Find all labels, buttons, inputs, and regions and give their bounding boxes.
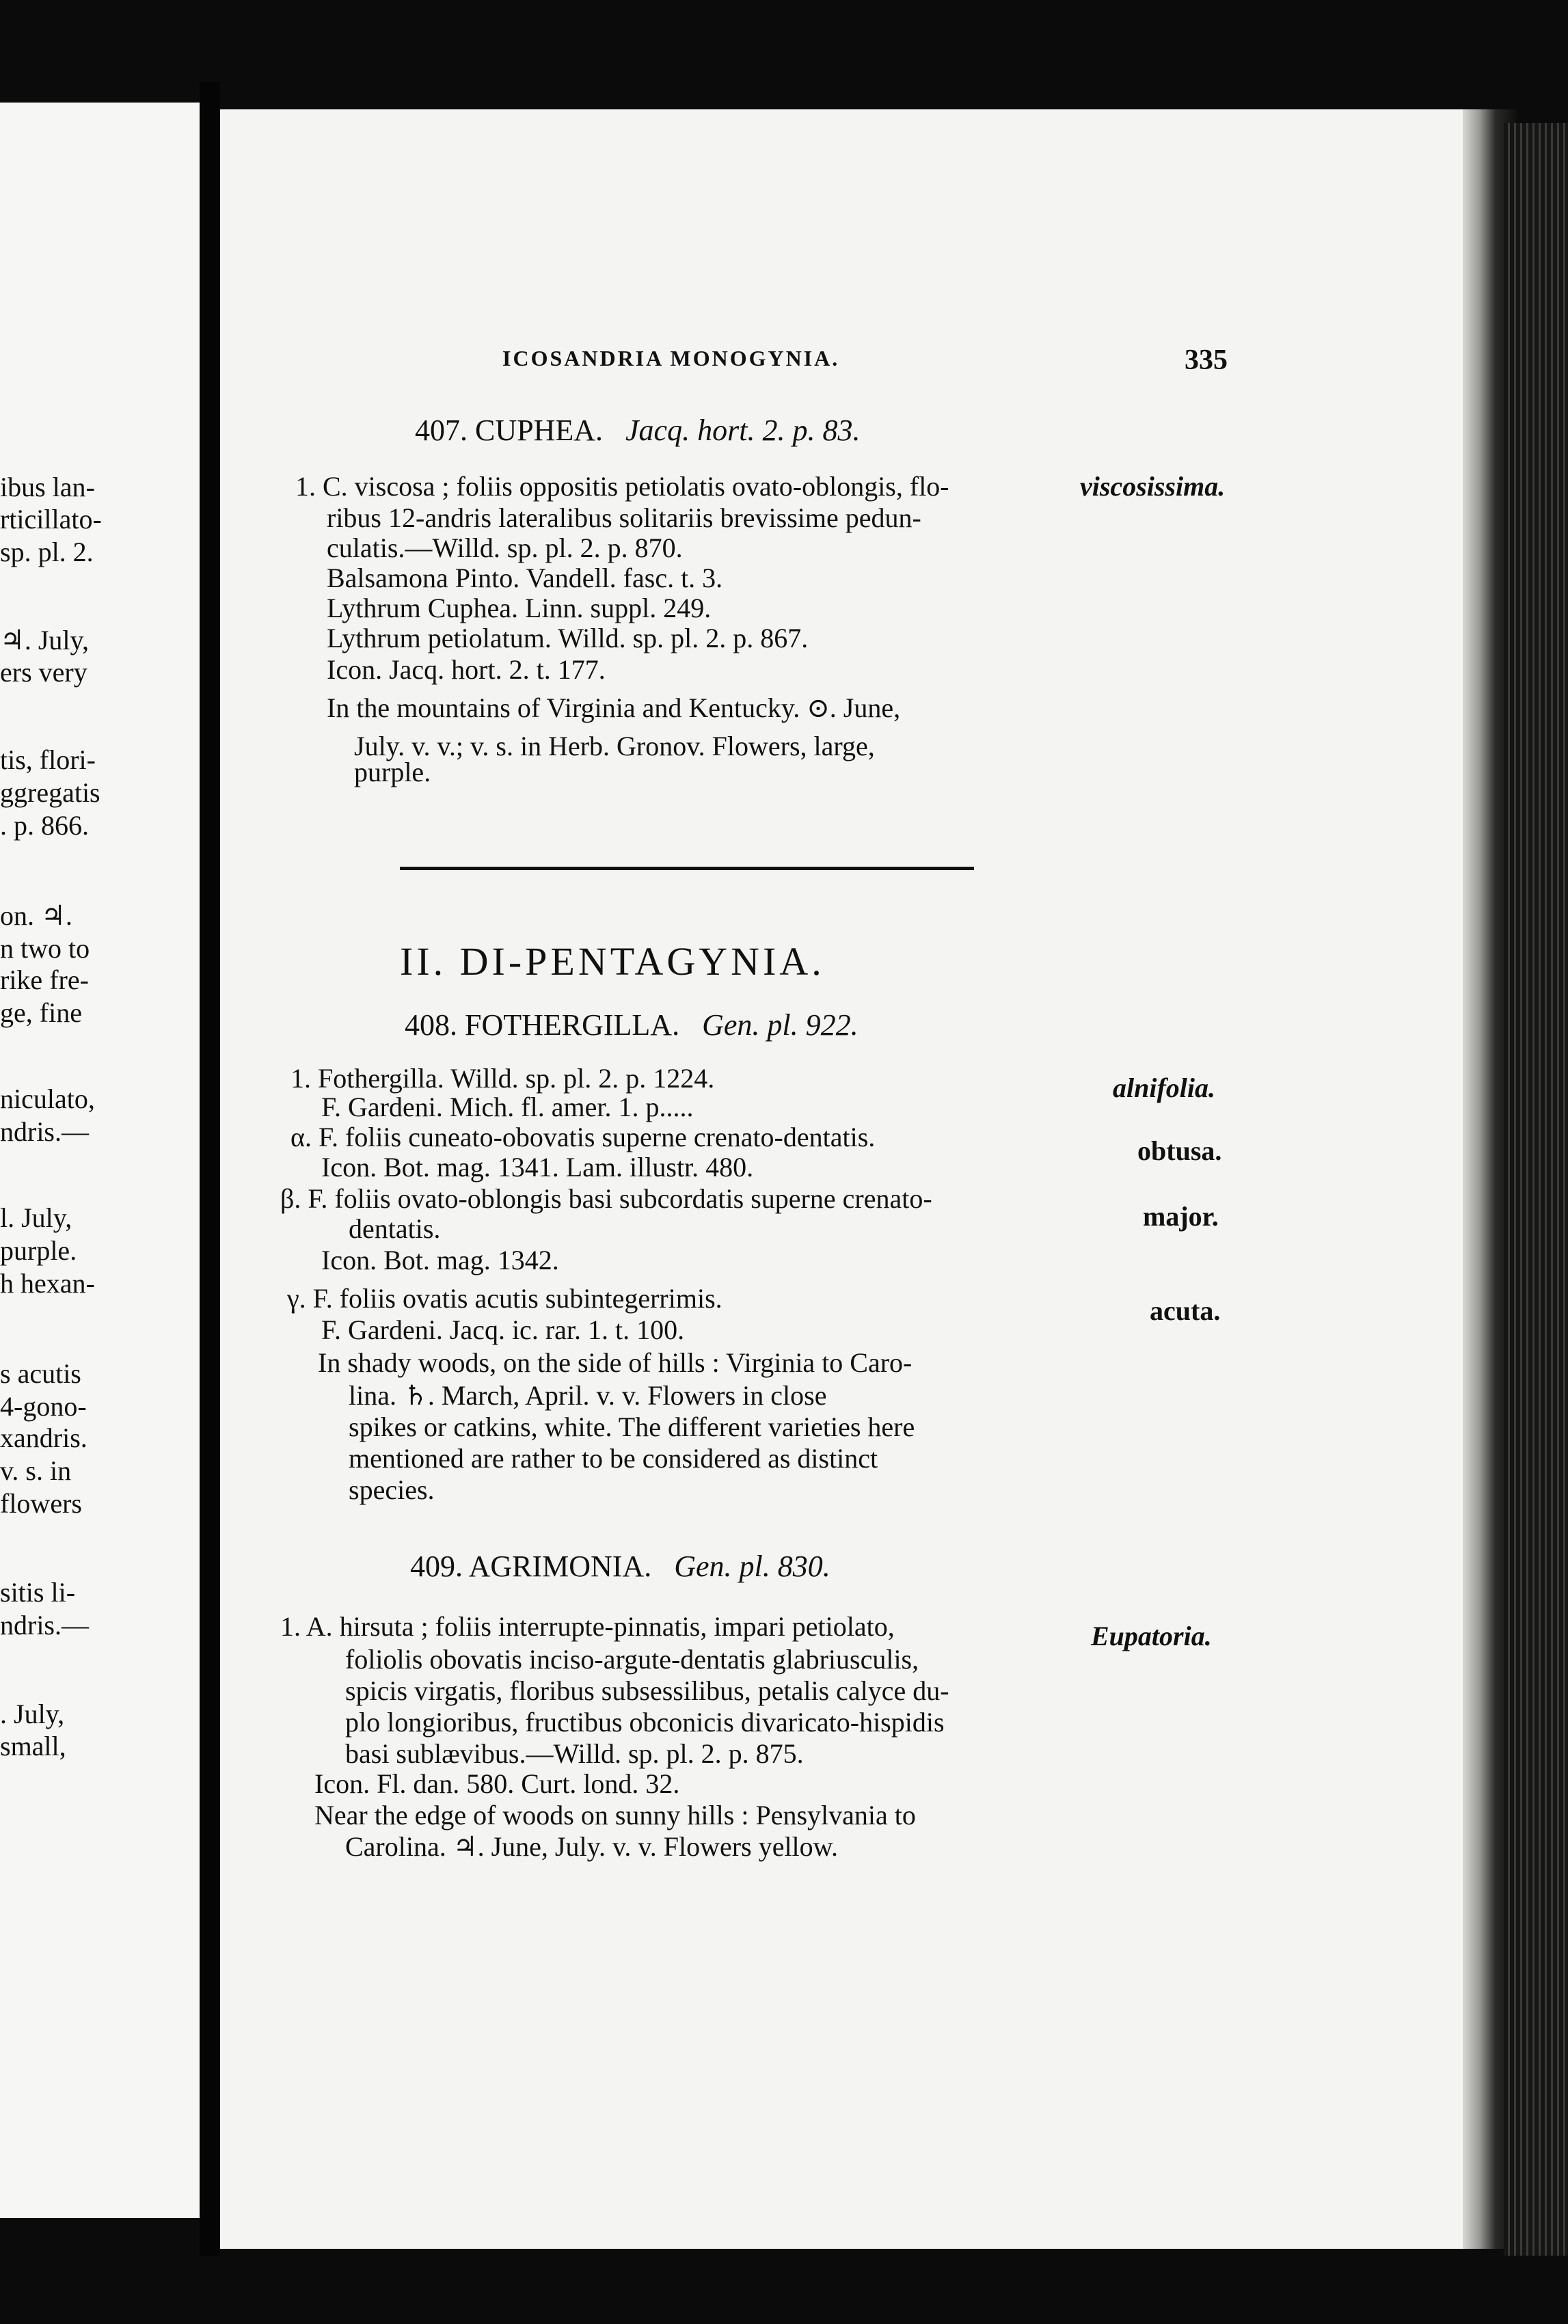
left-fragment: ♃. July, bbox=[0, 625, 89, 656]
margin-species-name: viscosissima. bbox=[1080, 471, 1226, 502]
entry-line: In the mountains of Virginia and Kentucky. ⊙. June, bbox=[327, 692, 901, 723]
left-fragment: sitis li- bbox=[0, 1577, 76, 1608]
entry-line: dentatis. bbox=[349, 1213, 441, 1244]
left-fragment: n two to bbox=[0, 933, 90, 964]
entry-line: In shady woods, on the side of hills : Virginia to Caro- bbox=[318, 1347, 913, 1378]
left-fragment: ge, fine bbox=[0, 997, 82, 1028]
entry-line: Carolina. ♃. June, July. v. v. Flowers yellow. bbox=[345, 1831, 838, 1862]
entry-line: Lythrum Cuphea. Linn. suppl. 249. bbox=[327, 593, 712, 623]
left-fragment: ggregatis bbox=[0, 777, 100, 808]
section-title: II. DI-PENTAGYNIA. bbox=[400, 939, 825, 984]
margin-species-name: alnifolia. bbox=[1113, 1072, 1216, 1103]
entry-line: Icon. Jacq. hort. 2. t. 177. bbox=[327, 654, 606, 685]
entry-line: basi sublævibus.—Willd. sp. pl. 2. p. 875. bbox=[345, 1738, 804, 1769]
entry-line: γ. F. foliis ovatis acutis subintegerrimis. bbox=[287, 1283, 722, 1314]
entry-line: Near the edge of woods on sunny hills : Pensylvania to bbox=[314, 1800, 916, 1830]
left-fragment: flowers bbox=[0, 1488, 82, 1519]
book-spine bbox=[200, 82, 220, 2256]
left-fragment: niculato, bbox=[0, 1083, 95, 1114]
margin-variety-name: major. bbox=[1143, 1201, 1219, 1232]
left-fragment: h hexan- bbox=[0, 1268, 95, 1299]
left-fragment: v. s. in bbox=[0, 1455, 72, 1486]
genus-heading-407 bbox=[415, 416, 860, 446]
entry-line: lina. ♄. March, April. v. v. Flowers in close bbox=[349, 1380, 827, 1411]
page-stack bbox=[1504, 123, 1568, 2256]
left-fragment: sp. pl. 2. bbox=[0, 537, 94, 567]
left-fragment: ibus lan- bbox=[0, 472, 95, 502]
entry-line: F. Gardeni. Mich. fl. amer. 1. p..... bbox=[321, 1092, 694, 1122]
margin-variety-name: acuta. bbox=[1150, 1295, 1221, 1326]
margin-variety-name: obtusa. bbox=[1137, 1135, 1222, 1166]
entry-line: F. Gardeni. Jacq. ic. rar. 1. t. 100. bbox=[321, 1314, 685, 1345]
genus-reference: Jacq. hort. 2. p. 83. bbox=[625, 414, 861, 447]
entry-line: β. F. foliis ovato-oblongis basi subcordatis superne crenato- bbox=[280, 1183, 932, 1214]
genus-name: 409. AGRIMONIA. bbox=[410, 1550, 652, 1583]
page-number: 335 bbox=[1185, 344, 1228, 376]
entry-line: Icon. Bot. mag. 1341. Lam. illustr. 480. bbox=[321, 1152, 754, 1183]
genus-heading-409 bbox=[410, 1552, 830, 1582]
left-fragment: . July, bbox=[0, 1699, 65, 1729]
left-fragment: ndris.— bbox=[0, 1610, 89, 1640]
left-fragment: rticillato- bbox=[0, 504, 102, 535]
entry-line: plo longioribus, fructibus obconicis divaricato-hispidis bbox=[345, 1707, 945, 1738]
genus-name: 407. CUPHEA. bbox=[415, 414, 604, 447]
entry-line: mentioned are rather to be considered as distinct bbox=[349, 1443, 878, 1474]
left-fragment: . p. 866. bbox=[0, 810, 89, 841]
genus-reference: Gen. pl. 830. bbox=[674, 1550, 830, 1583]
margin-species-name: Eupatoria. bbox=[1091, 1621, 1212, 1651]
entry-line: 1. A. hirsuta ; foliis interrupte-pinnatis, impari petiolato, bbox=[280, 1611, 895, 1642]
left-fragment: on. ♃. bbox=[0, 900, 72, 931]
left-fragment: tis, flori- bbox=[0, 744, 96, 775]
genus-reference: Gen. pl. 922. bbox=[702, 1008, 859, 1042]
entry-line: ribus 12-andris lateralibus solitariis brevissime pedun- bbox=[327, 502, 921, 533]
left-fragment: purple. bbox=[0, 1235, 77, 1266]
genus-heading-408 bbox=[405, 1010, 859, 1040]
entry-line: culatis.—Willd. sp. pl. 2. p. 870. bbox=[327, 532, 683, 563]
genus-name: 408. FOTHERGILLA. bbox=[405, 1008, 680, 1042]
entry-line: α. F. foliis cuneato-obovatis superne crenato-dentatis. bbox=[290, 1122, 876, 1152]
left-fragment: rike fre- bbox=[0, 964, 89, 995]
left-fragment: small, bbox=[0, 1731, 66, 1761]
entry-line: Lythrum petiolatum. Willd. sp. pl. 2. p. 867. bbox=[327, 623, 809, 653]
entry-line: 1. C. viscosa ; foliis oppositis petiolatis ovato-oblongis, flo- bbox=[295, 471, 949, 502]
running-title: ICOSANDRIA MONOGYNIA. bbox=[502, 346, 840, 370]
entry-line: Icon. Fl. dan. 580. Curt. lond. 32. bbox=[314, 1768, 680, 1799]
section-rule bbox=[400, 867, 974, 870]
entry-line: 1. Fothergilla. Willd. sp. pl. 2. p. 1224. bbox=[290, 1063, 715, 1094]
entry-line: July. v. v.; v. s. in Herb. Gronov. Flowers, large, bbox=[354, 731, 875, 761]
left-fragment: ndris.— bbox=[0, 1116, 89, 1147]
left-fragment: 4-gono- bbox=[0, 1391, 87, 1422]
entry-line: Balsamona Pinto. Vandell. fasc. t. 3. bbox=[327, 563, 723, 593]
left-page-fragment bbox=[0, 103, 200, 2218]
left-fragment: s acutis bbox=[0, 1358, 81, 1389]
entry-line: purple. bbox=[354, 757, 431, 787]
left-fragment: ers very bbox=[0, 657, 87, 688]
entry-line: foliolis obovatis inciso-argute-dentatis glabriusculis, bbox=[345, 1644, 919, 1675]
entry-line: species. bbox=[349, 1474, 435, 1505]
entry-line: spicis virgatis, floribus subsessilibus, petalis calyce du- bbox=[345, 1675, 949, 1706]
left-fragment: l. July, bbox=[0, 1202, 72, 1233]
entry-line: spikes or catkins, white. The different varieties here bbox=[349, 1411, 915, 1442]
entry-line: Icon. Bot. mag. 1342. bbox=[321, 1245, 559, 1275]
left-fragment: xandris. bbox=[0, 1422, 87, 1453]
